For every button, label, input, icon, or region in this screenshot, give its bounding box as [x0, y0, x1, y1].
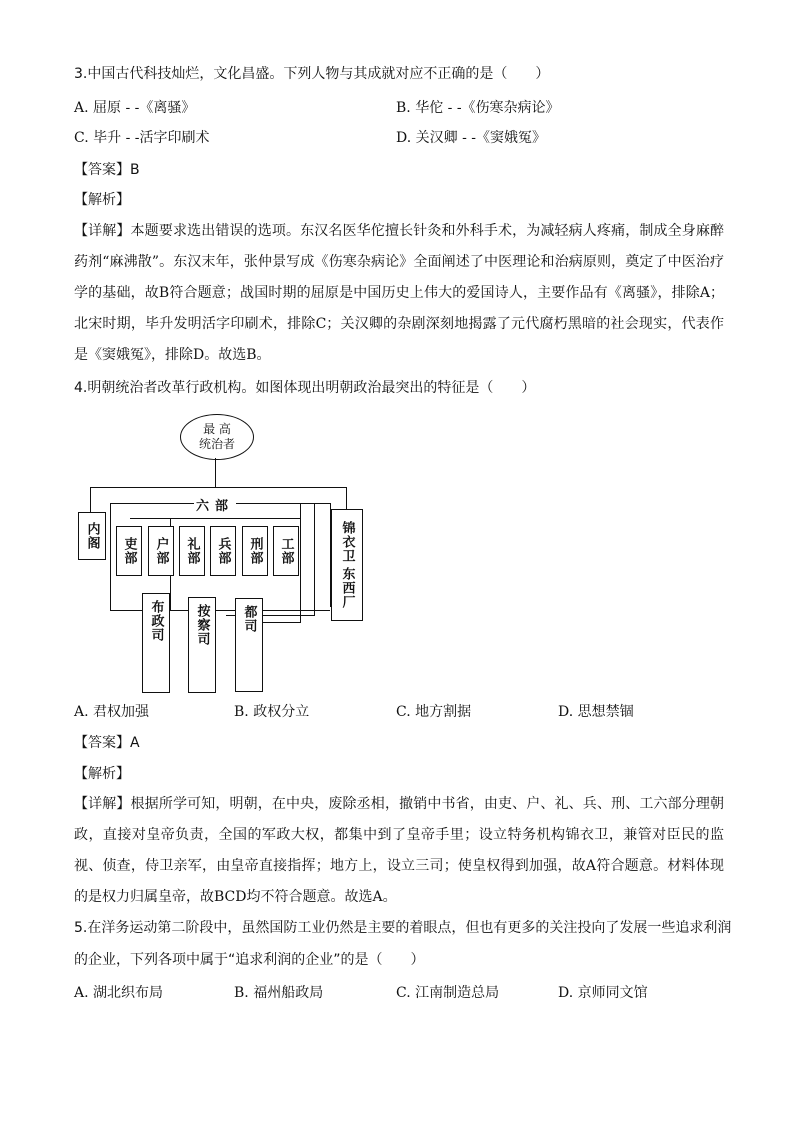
supreme-ruler-line1: 最 高 [203, 422, 231, 436]
q5-option-c: C. 江南制造总局 [396, 985, 500, 1001]
q5-stem-line2: 的企业，下列各项中属于“追求利润的企业”的是（ ） [74, 952, 425, 968]
q4-analysis-tag: 【解析】 [74, 766, 130, 782]
q5-stem-line1: 5.在洋务运动第二阶段中，虽然国防工业仍然是主要的着眼点，但也有更多的关注投向了发展一些追求利润 [74, 920, 732, 936]
anchasi-box: 按察司 [188, 597, 216, 693]
jinyiwei-text: 锦衣卫 [339, 521, 355, 563]
q3-option-a: A. 屈原 - -《离骚》 [74, 100, 196, 116]
q3-answer [74, 160, 140, 180]
q5-option-d: D. 京师同文馆 [558, 985, 648, 1001]
q3-option-d: D. 关汉卿 - -《窦娥冤》 [396, 130, 546, 146]
connector-line [300, 503, 301, 623]
q3-detail [74, 216, 724, 371]
connector-line [130, 518, 300, 519]
connector-line [90, 487, 346, 488]
neige-box: 内阁 [78, 512, 106, 560]
ministry-box: 兵部 [210, 526, 236, 576]
q3-detail-text: 本题要求选出错误的选项。东汉名医华佗擅长针灸和外科手术，为减轻病人疼痛，制成全身麻醉药剂“麻沸散”。东汉末年，张仲景写成《伤寒杂病论》全面阐述了中医理论和治病原则，奠定了中医治疗学的基础，故B符合题意；战国时期的屈原是中国历史上伟大的爱国诗人，主要作品有《离骚》，排除A；北宋时期，毕升发明活字印刷术，排除C；关汉卿的杂剧深刻地揭露了元代腐朽黑暗的社会现实，代表作是《窦娥冤》，排除D。故选B。 [74, 223, 725, 363]
q4-stem: 4.明朝统治者改革行政机构。如图体现出明朝政治最突出的特征是（ ） [74, 380, 536, 396]
q4-answer [74, 733, 140, 753]
q3-answer-value: B [130, 162, 140, 178]
q4-option-b: B. 政权分立 [234, 704, 310, 720]
ministry-box: 户部 [148, 526, 174, 576]
q3-answer-tag: 【答案】 [74, 162, 130, 178]
supreme-ruler-oval [180, 414, 254, 460]
q4-detail-text: 根据所学可知，明朝，在中央，废除丞相，撤销中书省，由吏、户、礼、兵、刑、工六部分理朝政，直接对皇帝负责，全国的军政大权，都集中到了皇帝手里；设立特务机构锦衣卫，兼管对臣民的监视、侦查，侍卫亲军，由皇帝直接指挥；地方上，设立三司；使皇权得到加强，故A符合题意。材料体现的是权力归属皇帝，故BCD均不符合题意。故选A。 [74, 796, 725, 905]
buzhengsi-box: 布政司 [142, 593, 170, 693]
connector-line [90, 487, 91, 512]
ministry-box: 工部 [273, 526, 299, 576]
ministry-box: 礼部 [179, 526, 205, 576]
jinyiwei-box [331, 509, 363, 621]
q4-option-a: A. 君权加强 [74, 704, 150, 720]
q4-detail-tag: 【详解】 [74, 796, 131, 812]
q4-detail [74, 789, 724, 913]
dongxichang-text: 东西厂 [339, 567, 355, 609]
q3-analysis-tag: 【解析】 [74, 192, 130, 208]
q5-option-a: A. 湖北织布局 [74, 985, 164, 1001]
connector-line [110, 503, 111, 611]
q3-detail-tag: 【详解】 [74, 223, 131, 239]
q5-option-b: B. 福州船政局 [234, 985, 324, 1001]
ming-government-diagram [72, 412, 392, 692]
ministry-box: 吏部 [116, 526, 142, 576]
q4-option-d: D. 思想禁锢 [558, 704, 634, 720]
ministry-box: 刑部 [242, 526, 268, 576]
q3-stem: 3.中国古代科技灿烂，文化昌盛。下列人物与其成就对应不正确的是（ ） [74, 66, 550, 82]
q4-answer-value: A [130, 735, 140, 751]
q4-option-c: C. 地方割据 [396, 704, 472, 720]
q3-option-c: C. 毕升 - -活字印刷术 [74, 130, 210, 146]
q4-answer-tag: 【答案】 [74, 735, 130, 751]
connector-line [314, 503, 315, 615]
connector-line [215, 458, 216, 487]
connector-line [346, 487, 347, 509]
liubu-label: 六部 [194, 495, 236, 514]
dusi-box: 都司 [235, 598, 263, 692]
supreme-ruler-line2: 统治者 [198, 437, 235, 451]
q3-option-b: B. 华佗 - -《伤寒杂病论》 [396, 100, 560, 116]
